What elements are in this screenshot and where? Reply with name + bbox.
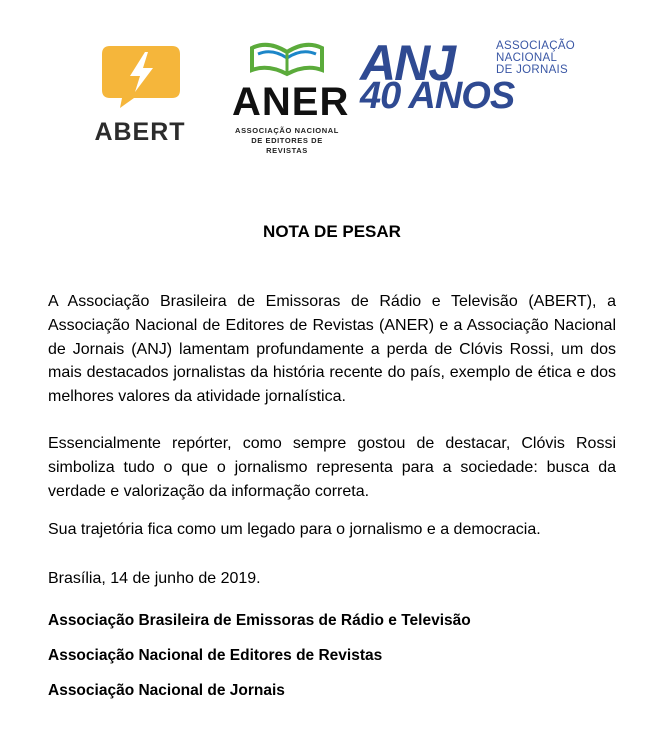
abert-speech-lightning-icon (100, 44, 182, 110)
signature-abert: Associação Brasileira de Emissoras de Rádio e Televisão (48, 612, 471, 629)
aner-wordmark: ANER (232, 80, 350, 124)
aner-logo (232, 40, 350, 155)
signature-aner: Associação Nacional de Editores de Revistas (48, 647, 383, 664)
anj-name-line1: ASSOCIAÇÃO (496, 40, 576, 52)
anj-anniversary: 40 ANOS (360, 75, 515, 117)
anj-name-line2: NACIONAL (496, 52, 558, 64)
abert-wordmark: ABERT (94, 118, 186, 146)
paragraph-tribute: Essencialmente repórter, como sempre gostou de destacar, Clóvis Rossi simboliza tudo o que o jornalismo representa para a sociedade: busca da verdade e valorização da informação correta. (48, 435, 616, 500)
aner-subtitle-line2: DE EDITORES DE REVISTAS (251, 136, 323, 155)
anj-full-name (496, 40, 575, 76)
aner-open-book-icon (242, 40, 332, 80)
logo-header (0, 0, 664, 160)
paragraph-condolence: A Associação Brasileira de Emissoras de Rádio e Televisão (ABERT), a Associação Nacional de Editores de Revistas (ANER) e a Associação Nacional de Jornais (ANJ) lamentam profundamente a perda de Clóvis Rossi, um dos mais destacados jornalistas da história recente do país, exemplo de ética e dos melhores valores da atividade jornalística. (48, 293, 616, 406)
paragraph-legacy: Sua trajetória fica como um legado para o jornalismo e a democracia. (48, 521, 541, 538)
aner-subtitle-line1: ASSOCIAÇÃO NACIONAL (235, 126, 339, 135)
abert-logo (92, 44, 192, 154)
date-line: Brasília, 14 de junho de 2019. (48, 570, 261, 587)
anj-wordmark: ANJ (360, 35, 455, 91)
anj-name-line3: DE JORNAIS (496, 64, 569, 76)
anj-logo (360, 35, 600, 128)
signature-anj: Associação Nacional de Jornais (48, 682, 285, 699)
document-title: NOTA DE PESAR (263, 222, 401, 241)
aner-subtitle (232, 126, 342, 156)
